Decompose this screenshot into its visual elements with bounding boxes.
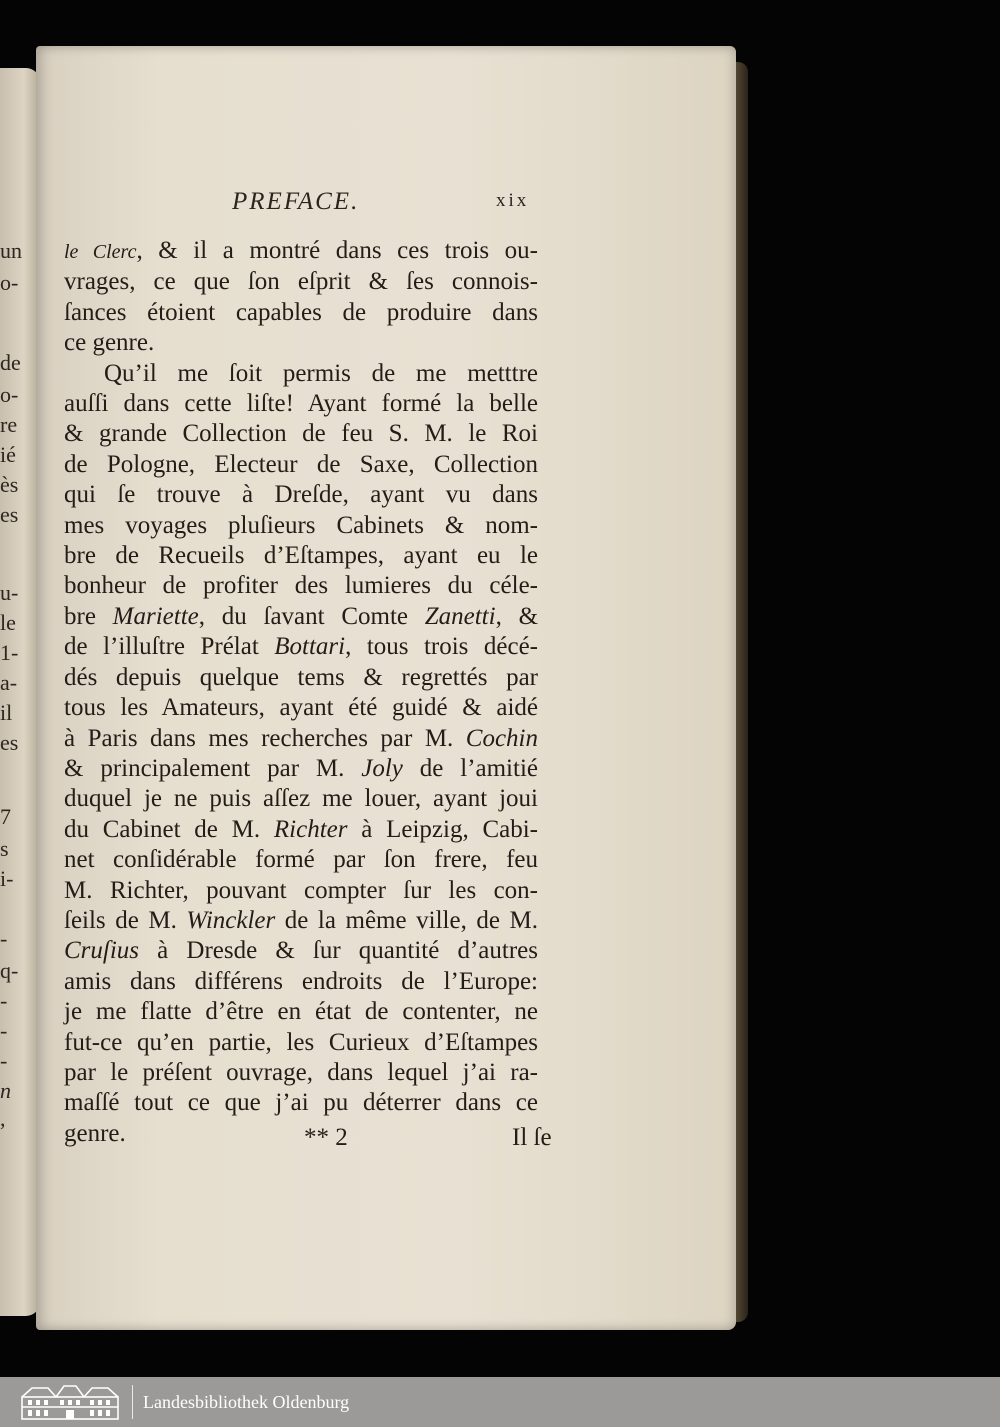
- italic-name: le Clerc: [64, 241, 137, 263]
- institution-name: Landesbibliothek Oldenburg: [143, 1391, 350, 1412]
- left-fragment: es: [0, 502, 19, 527]
- text-line: je me flatte d’être en état de contenter, ne: [64, 998, 538, 1026]
- italic-name: Richter: [273, 815, 348, 843]
- text-line: dés depuis quelque tems & regrettés par: [64, 663, 538, 691]
- text-line: du Cabinet de M. Richter à Leipzig, Cabi-: [64, 815, 538, 843]
- text-line: amis dans différens endroits de l’Europe:: [64, 967, 538, 995]
- left-fragment: ès: [0, 472, 19, 497]
- page-number: xix: [496, 190, 530, 211]
- italic-name: Zanetti: [424, 602, 496, 630]
- text-line: & grande Collection de feu S. M. le Roi: [64, 420, 538, 448]
- left-fragment: o-: [0, 270, 19, 295]
- left-fragment: i-: [0, 866, 14, 891]
- text-line: qui ſe trouve à Dreſde, ayant vu dans: [64, 481, 538, 509]
- italic-name: Cruſius: [64, 937, 140, 965]
- left-fragment: il: [0, 700, 13, 725]
- text-line: bre de Recueils d’Eſtampes, ayant eu le: [64, 542, 538, 570]
- left-fragment: ié: [0, 442, 16, 467]
- left-fragment: de: [0, 350, 21, 375]
- text-line: tous les Amateurs, ayant été guidé & aidé: [64, 694, 538, 722]
- left-fragment: es: [0, 730, 19, 755]
- italic-name: Mariette: [112, 602, 199, 630]
- book-page: [36, 46, 736, 1330]
- text-line: mes voyages pluſieurs Cabinets & nom-: [64, 511, 538, 539]
- text-line: ce genre.: [64, 329, 155, 357]
- text-line: ſeils de M. Winckler de la même ville, de M.: [64, 906, 538, 934]
- text-line: maſſé tout ce que j’ai pu déterrer dans ce: [64, 1089, 538, 1117]
- text-line: M. Richter, pouvant compter ſur les con-: [64, 876, 538, 904]
- left-fragment: 7: [0, 804, 11, 829]
- left-fragment: u-: [0, 580, 19, 605]
- text-line: vrages, ce que ſon eſprit & ſes connois-: [64, 268, 538, 296]
- left-fragment: a-: [0, 670, 18, 695]
- text-line: duquel je ne puis aſſez me louer, ayant joui: [64, 785, 538, 813]
- text-line: à Paris dans mes recherches par M. Cochin: [64, 724, 538, 752]
- text-line: & principalement par M. Joly de l’amitié: [64, 754, 538, 782]
- catchline: [36, 1124, 556, 1158]
- text-line: de Pologne, Electeur de Saxe, Collection: [64, 450, 538, 478]
- text-line: de l’illuſtre Prélat Bottari, tous trois décé-: [64, 633, 538, 661]
- text-line: genre.: [64, 1119, 126, 1147]
- left-fragment: 1-: [0, 640, 19, 665]
- catchword: Il ſe: [512, 1124, 552, 1151]
- text-line: ſances étoient capables de produire dans: [64, 298, 538, 326]
- body-text: [64, 236, 538, 1149]
- italic-name: Winckler: [186, 906, 276, 934]
- text-line: Cruſius à Dresde & ſur quantité d’autres: [64, 937, 538, 965]
- library-building-icon: [18, 1383, 122, 1421]
- left-fragment: n: [0, 1078, 11, 1103]
- signature-mark: ** 2: [304, 1124, 348, 1151]
- text-line: par le préſent ouvrage, dans lequel j’ai ra-: [64, 1058, 538, 1086]
- footer-divider: [132, 1385, 133, 1419]
- left-fragment: q-: [0, 958, 19, 983]
- left-fragment: o-: [0, 382, 19, 407]
- left-fragment: ,: [0, 1106, 6, 1131]
- left-fragment: -: [0, 1018, 8, 1043]
- left-fragment: -: [0, 926, 8, 951]
- text-line: Qu’il me ſoit permis de me metttre: [104, 359, 538, 387]
- left-page-edge: [0, 68, 40, 1316]
- text-line: fut-ce qu’en partie, les Curieux d’Eſtampes: [64, 1028, 538, 1056]
- left-fragment: s: [0, 836, 9, 861]
- footer-bar: [0, 1377, 1000, 1427]
- running-head: PREFACE.: [232, 188, 360, 215]
- italic-name: Cochin: [465, 724, 538, 752]
- left-fragment: -: [0, 988, 8, 1013]
- left-fragment: le: [0, 610, 16, 635]
- italic-name: Joly: [361, 754, 403, 782]
- left-fragment: -: [0, 1048, 8, 1073]
- left-fragment: un: [0, 238, 22, 263]
- left-fragment: re: [0, 412, 18, 437]
- text-line: net conſidérable formé par ſon frere, feu: [64, 846, 538, 874]
- text-line: auſſi dans cette liſte! Ayant formé la belle: [64, 390, 538, 418]
- text-line: le Clerc, & il a montré dans ces trois ou-: [64, 237, 539, 264]
- text-line: bre Mariette, du ſavant Comte Zanetti, &: [64, 602, 539, 630]
- text-line: bonheur de profiter des lumieres du céle-: [64, 572, 538, 600]
- italic-name: Bottari: [274, 633, 346, 661]
